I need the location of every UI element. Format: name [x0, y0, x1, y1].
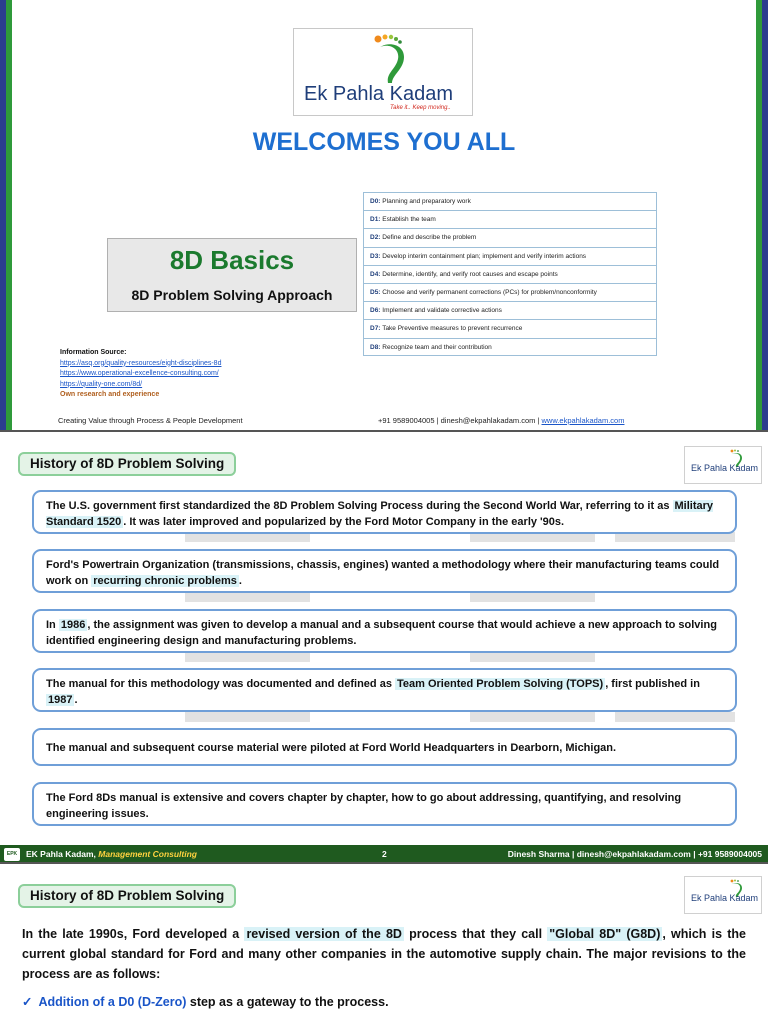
d-step-text: Implement and validate corrective actions [382, 307, 502, 315]
right-border-navy [762, 0, 768, 430]
history-text: The manual and subsequent course material were piloted at Ford World Headquarters in Dearborn, Michigan. [46, 742, 617, 754]
history-text: , the assignment was given to develop a manual and a subsequent course that would achieve a new approach to solving identified engineering design and manufacturing problems. [46, 619, 717, 647]
para-text: process that they call [403, 927, 548, 941]
decor-tab [185, 592, 310, 602]
d-step-text: Choose and verify permanent corrections (PCs) for problem/nonconformity [382, 288, 597, 296]
bullet-text: step as a gateway to the process. [186, 995, 389, 1009]
info-link-oec[interactable]: https://www.operational-excellence-consulting.com/ [60, 370, 219, 377]
decor-tab [615, 712, 735, 722]
decor-tab [185, 652, 310, 662]
d-step-row [364, 284, 656, 302]
d-step-text: Establish the team [382, 216, 436, 224]
d-step-text: Develop interim containment plan; implement and verify interim actions [382, 252, 587, 260]
d-step-code: D0: [370, 198, 381, 205]
slide-3 [0, 862, 768, 1024]
info-title: Information Source: [60, 349, 127, 356]
logo-tagline: Take it.. Keep moving.. [390, 105, 451, 111]
d-step-code: D5: [370, 288, 381, 296]
logo-brand-text: Ek Pahla Kadam [304, 83, 453, 105]
bullet-highlight: Addition of a D0 (D-Zero) [38, 995, 187, 1009]
d-step-text: Recognize team and their contribution [382, 343, 492, 351]
decor-tab [470, 592, 595, 602]
para-highlight: "Global 8D" (G8D) [549, 927, 661, 941]
company-logo [293, 28, 473, 116]
slide-title: History of 8D Problem Solving [18, 884, 236, 908]
decor-tab [185, 712, 310, 722]
history-box-6 [32, 782, 737, 826]
footer-contact: Dinesh Sharma | dinesh@ekpahlakadam.com | +91 9589004005 [507, 849, 762, 859]
slide-title: History of 8D Problem Solving [18, 452, 236, 476]
info-link-asq[interactable]: https://asq.org/quality-resources/eight-disciplines-8d [60, 359, 222, 367]
history-highlight: Team Oriented Problem Solving (TOPS) [397, 678, 604, 690]
history-text: . [74, 694, 78, 706]
d-step-row [364, 229, 656, 247]
d-step-row [364, 211, 656, 229]
decor-tab [470, 652, 595, 662]
basics-title: 8D Basics [169, 245, 295, 275]
history-highlight: 1986 [60, 619, 86, 631]
d-step-code: D1: [370, 216, 381, 224]
d-step-row [364, 302, 656, 320]
d-step-code: D7: [370, 325, 381, 333]
basics-box [107, 238, 357, 312]
d-step-text: Determine, identify, and verify root causes and escape points [382, 270, 558, 278]
small-logo [684, 446, 762, 484]
welcome-heading: WELCOMES YOU ALL [252, 128, 516, 156]
history-text: . [238, 575, 242, 587]
history-highlight: recurring chronic problems [93, 575, 237, 587]
footer-tagline: Creating Value through Process & People Development [58, 416, 243, 425]
history-text: The manual for this methodology was documented and defined as [46, 678, 395, 690]
history-highlight: Military Standard 1520 [46, 500, 714, 528]
para-highlight: revised version of the 8D [246, 927, 402, 941]
para-text: In the late 1990s, Ford developed a [22, 927, 245, 941]
check-icon: ✓ [22, 995, 33, 1009]
footer-contact [378, 416, 624, 425]
bullet-item [22, 994, 389, 1009]
slide-2 [0, 430, 768, 862]
d-step-row [364, 320, 656, 338]
d-step-text: Define and describe the problem [382, 234, 477, 242]
page-number: 2 [382, 849, 387, 859]
info-own-research: Own research and experience [60, 391, 160, 398]
footer-contact-text: +91 9589004005 | dinesh@ekpahlakadam.com | [378, 416, 542, 425]
history-text: , first published in [605, 678, 700, 690]
information-source [60, 348, 221, 401]
history-text: . It was later improved and popularized by the Ford Motor Company in the early '90s. [123, 516, 565, 528]
basics-subtitle: 8D Problem Solving Approach [131, 287, 333, 303]
history-box-1 [32, 490, 737, 534]
g8d-paragraph [22, 924, 746, 984]
d-step-row [364, 266, 656, 284]
d-step-code: D8: [370, 343, 381, 351]
left-border-green [6, 0, 12, 430]
footer-website-link[interactable]: www.ekpahlakadam.com [541, 416, 625, 425]
history-text: Ford's Powertrain Organization (transmissions, chassis, engines) wanted a methodology where their manufacturing teams could work on [46, 559, 720, 587]
d-step-code: D6: [370, 307, 381, 315]
history-highlight: 1987 [48, 694, 73, 706]
history-box-4 [32, 668, 737, 712]
d-step-code: D2: [370, 234, 381, 242]
para-text: , which is the current global standard for Ford and many other companies in the automotive supply chain. The major revisions to the process are as follows: [22, 927, 746, 981]
history-box-2 [32, 549, 737, 593]
d-step-row [364, 193, 656, 211]
small-logo [684, 876, 762, 914]
decor-tab [470, 712, 595, 722]
history-box-3 [32, 609, 737, 653]
small-logo-text: Ek Pahla Kadam [691, 893, 759, 903]
footer-logo: EPK [4, 848, 20, 861]
d-step-text: Planning and preparatory work [382, 198, 471, 205]
d-step-code: D4: [370, 270, 381, 278]
d-step-code: D3: [370, 252, 381, 260]
slide-1 [0, 0, 768, 430]
history-text: The Ford 8Ds manual is extensive and covers chapter by chapter, how to go about addressing, quantifying, and resolving engineering issues. [46, 792, 682, 820]
d-steps-list [363, 192, 657, 356]
history-box-5 [32, 728, 737, 766]
history-text: The U.S. government first standardized the 8D Problem Solving Process during the Second World War, referring to it as [46, 500, 673, 512]
d-step-text: Take Preventive measures to prevent recurrence [382, 325, 523, 333]
info-link-quality-one[interactable]: https://quality-one.com/8d/ [60, 380, 143, 388]
footer-brand-tag: Management Consulting [98, 849, 197, 859]
small-logo-text: Ek Pahla Kadam [691, 463, 759, 473]
history-text: In [46, 619, 59, 631]
footprint-icon [370, 33, 414, 85]
d-step-row [364, 248, 656, 266]
d-step-row [364, 339, 656, 357]
footer-brand-name: EK Pahla Kadam, [26, 849, 96, 859]
